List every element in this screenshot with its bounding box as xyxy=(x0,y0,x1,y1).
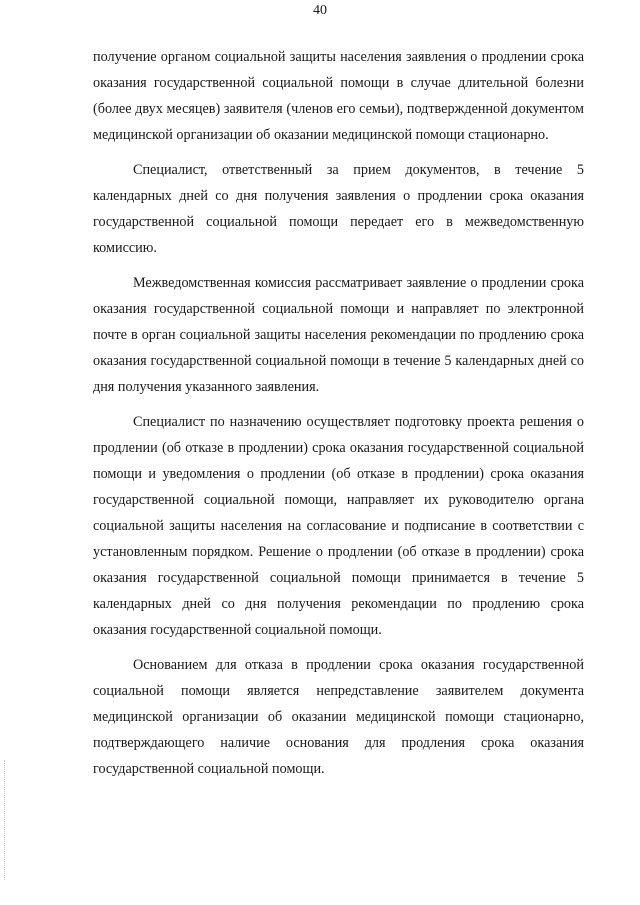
document-body xyxy=(93,44,584,791)
paragraph-reception-specialist: Специалист, ответственный за прием документов, в течение 5 календарных дней со дня получения заявления о продлении срока оказания государственной социальной помощи передает его в межведомственную комиссию. xyxy=(93,162,584,256)
paragraph-assignment-specialist: Специалист по назначению осуществляет подготовку проекта решения о продлении (об отказе в продлении) срока оказания государственной социальной помощи и уведомления о продлении (об отказе в продлении) срока оказания государственной социальной помощи, направляет их руководителю органа социальной защиты населения на согласование и подписание в соответствии с установленным порядком. Решение о продлении (об отказе в продлении) срока оказания государственной социальной помощи принимается в течение 5 календарных дней со дня получения рекомендации по продлению срока оказания государственной социальной помощи. xyxy=(93,414,584,638)
page-number: 40 xyxy=(313,3,327,18)
paragraph-interdepartmental-commission: Межведомственная комиссия рассматривает заявление о продлении срока оказания государственной социальной помощи и направляет по электронной почте в орган социальной защиты населения рекомендации по продлению срока оказания государственной социальной помощи в течение 5 календарных дней со дня получения указанного заявления. xyxy=(93,275,584,395)
paragraph-refusal-grounds: Основанием для отказа в продлении срока оказания государственной социальной помощи является непредставление заявителем документа медицинской организации об оказании медицинской помощи стационарно, подтверждающего наличие основания для продления срока оказания государственной социальной помощи. xyxy=(93,657,584,777)
paragraph-continuation: получение органом социальной защиты населения заявления о продлении срока оказания государственной социальной помощи в случае длительной болезни (более двух месяцев) заявителя (членов его семьи), подтвержденной документом медицинской организации об оказании медицинской помощи стационарно. xyxy=(93,49,584,143)
scan-edge-mark xyxy=(4,760,6,880)
